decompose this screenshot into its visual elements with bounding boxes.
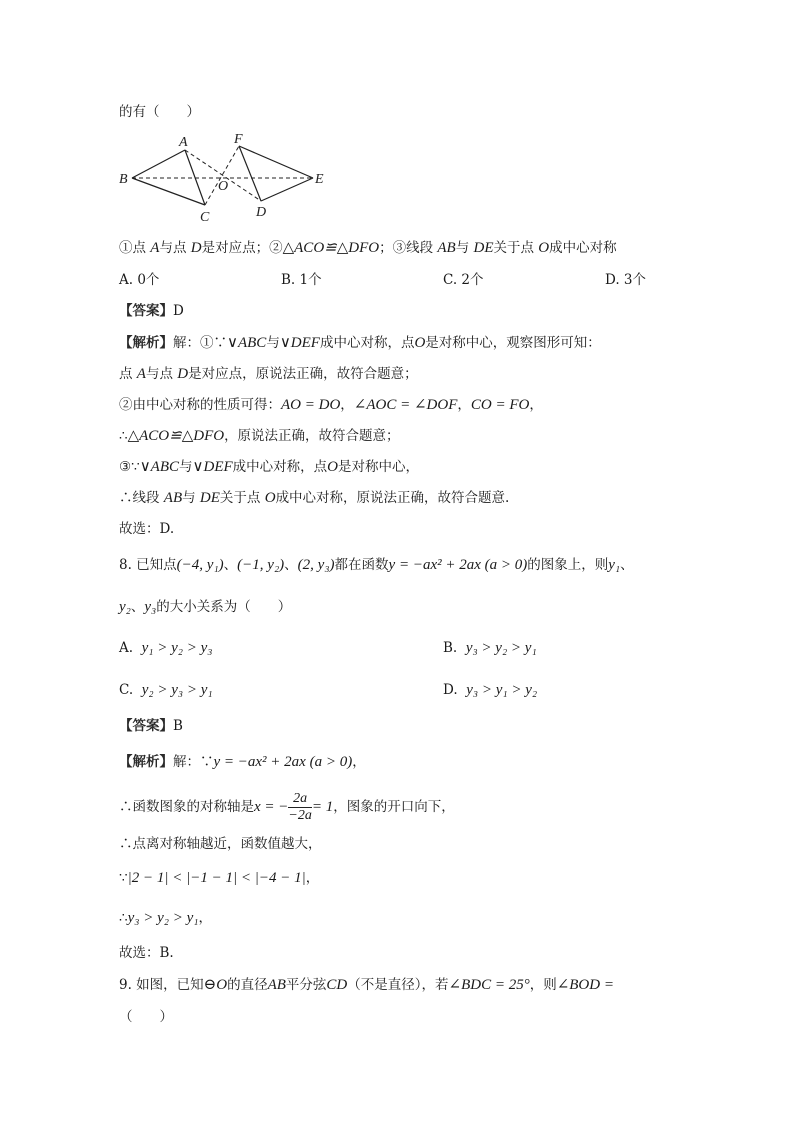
q7-analysis-line-1: 【解析】解：①∵∨ABC与∨DEF成中心对称，点O是对称中心，观察图形可知： [119,335,601,351]
q7-analysis-line-6: ∴线段 AB与 DE关于点 O成中心对称，原说法正确，故符合题意. [119,490,510,506]
q7-statements: ①点 A与点 D是对应点；②△ACO≌△DFO；③线段 AB与 DE关于点 O成中心对称 [119,240,617,256]
q8-analysis-line-4: ∵|2 − 1| < |−1 − 1| < |−4 − 1|， [119,870,320,886]
segment-de [261,178,313,201]
q7-answer: 【答案】D [119,303,184,319]
label-a: A [179,135,188,150]
q7-option-a: A. 0个 [119,272,160,288]
q7-analysis-line-7: 故选：D. [119,521,175,537]
q9-stem-line-2: （ ） [119,1009,173,1025]
fraction: $\frac{2a}{-2a}$ [288,791,312,823]
q9-stem-line-1: 9. 如图，已知⊖O的直径AB平分弦CD（不是直径），若∠BDC = 25°，则∠BOD = [119,977,614,993]
q8-option-a: A. y₁ > y₂ > y₃ [119,640,213,656]
q7-intro: 的有（ ） [119,104,200,120]
label-b: B [119,172,128,187]
q8-answer: 【答案】B [119,718,183,734]
label-e: E [315,172,324,187]
q7-option-d: D. 3个 [605,272,647,288]
segment-ba [132,150,185,178]
q8-stem-line-2: y₂、y₃的大小关系为（ ） [119,599,292,615]
q8-analysis-line-5: ∴y₃ > y₂ > y₁， [119,910,212,926]
label-o: O [218,179,229,194]
q7-figure [115,128,345,228]
q8-analysis-line-6: 故选：B. [119,945,174,961]
dashed-cf [205,146,239,205]
q7-analysis-line-3: ②由中心对称的性质可得：AO = DO，∠AOC = ∠DOF，CO = FO， [119,397,543,413]
q8-option-b: B. y₃ > y₂ > y₁ [443,640,537,656]
segment-bc [132,178,205,205]
label-d: D [256,205,267,220]
q8-option-d: D. y₃ > y₁ > y₂ [443,682,538,698]
q7-analysis-line-4: ∴△ACO≌△DFO，原说法正确，故符合题意； [119,428,400,444]
q8-stem-line-1: 8. 已知点(−4, y₁)、(−1, y₂)、(2, y₃)都在函数y = −ax² + 2ax (a > 0)的图象上，则y₁、 [119,557,634,573]
q7-option-b: B. 1个 [281,272,322,288]
q8-analysis-line-2: ∴函数图象的对称轴是x = − $\frac{2a}{-2a}$ = 1，图象的开口向下， [119,791,455,823]
q8-analysis-line-1: 【解析】解：∵y = −ax² + 2ax (a > 0)， [119,754,366,770]
q7-analysis-line-2: 点 A与点 D是对应点，原说法正确，故符合题意； [119,366,418,382]
q8-option-c: C. y₂ > y₃ > y₁ [119,682,213,698]
q7-analysis-line-5: ③∵∨ABC与∨DEF成中心对称，点O是对称中心， [119,459,419,475]
q8-analysis-line-3: ∴点离对称轴越近，函数值越大， [119,836,322,852]
q7-option-c: C. 2个 [443,272,484,288]
label-f: F [234,132,243,147]
label-c: C [200,210,210,225]
